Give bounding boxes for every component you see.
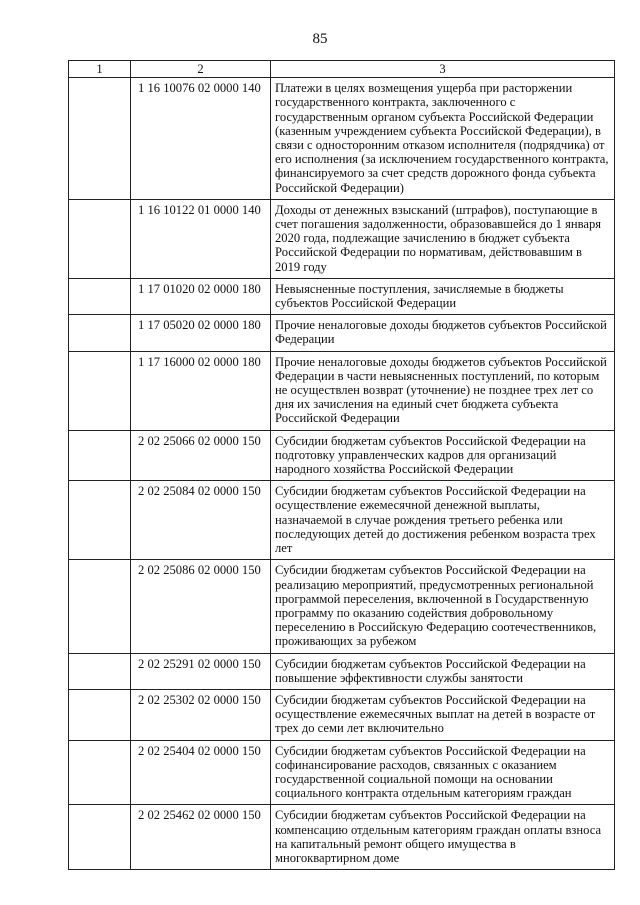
table-row bbox=[69, 481, 615, 560]
row-number-cell bbox=[69, 740, 131, 805]
row-number-cell bbox=[69, 199, 131, 278]
page-number: 85 bbox=[312, 31, 328, 47]
table-row bbox=[69, 351, 615, 430]
revenue-description-cell: Субсидии бюджетам субъектов Российской Федерации на подготовку управленческих кадров для организаций народного хозяйства Российской Федерации bbox=[271, 430, 615, 481]
table-row bbox=[69, 199, 615, 278]
revenue-code-cell: 2 02 25086 02 0000 150 bbox=[131, 560, 271, 653]
revenue-description-cell: Субсидии бюджетам субъектов Российской Федерации на осуществление ежемесячных выплат на детей в возрасте от трех до семи лет включительно bbox=[271, 689, 615, 740]
revenue-description-cell: Субсидии бюджетам субъектов Российской Федерации на повышение эффективности службы занятости bbox=[271, 653, 615, 689]
row-number-cell bbox=[69, 805, 131, 870]
revenue-code-cell: 1 17 05020 02 0000 180 bbox=[131, 315, 271, 351]
revenue-code-cell: 1 17 16000 02 0000 180 bbox=[131, 351, 271, 430]
row-number-cell bbox=[69, 315, 131, 351]
row-number-cell bbox=[69, 560, 131, 653]
revenue-description-cell: Субсидии бюджетам субъектов Российской Федерации на реализацию мероприятий, предусмотренных региональной программой переселения, включенной в Государственную программу по оказанию содействия добровольному переселению в Российскую Федерацию соотечественников, проживающих за рубежом bbox=[271, 560, 615, 653]
revenue-description-cell: Прочие неналоговые доходы бюджетов субъектов Российской Федерации в части невыясненных поступлений, по которым не осуществлен возврат (уточнение) не позднее трех лет со дня их зачисления на единый счет бюджета субъекта Российской Федерации bbox=[271, 351, 615, 430]
table-row bbox=[69, 689, 615, 740]
revenue-description-cell: Невыясненные поступления, зачисляемые в бюджеты субъектов Российской Федерации bbox=[271, 278, 615, 314]
revenue-code-cell: 1 16 10122 01 0000 140 bbox=[131, 199, 271, 278]
column-header-3: 3 bbox=[271, 61, 615, 78]
column-header-2: 2 bbox=[131, 61, 271, 78]
revenue-codes-table bbox=[68, 60, 615, 870]
revenue-code-cell: 2 02 25084 02 0000 150 bbox=[131, 481, 271, 560]
table-row bbox=[69, 278, 615, 314]
revenue-code-cell: 2 02 25066 02 0000 150 bbox=[131, 430, 271, 481]
revenue-code-cell: 2 02 25404 02 0000 150 bbox=[131, 740, 271, 805]
revenue-code-cell: 2 02 25302 02 0000 150 bbox=[131, 689, 271, 740]
revenue-description-cell: Прочие неналоговые доходы бюджетов субъектов Российской Федерации bbox=[271, 315, 615, 351]
row-number-cell bbox=[69, 653, 131, 689]
revenue-code-cell: 1 17 01020 02 0000 180 bbox=[131, 278, 271, 314]
table-row bbox=[69, 805, 615, 870]
table-row bbox=[69, 78, 615, 200]
row-number-cell bbox=[69, 430, 131, 481]
table-row bbox=[69, 560, 615, 653]
table-row bbox=[69, 740, 615, 805]
row-number-cell bbox=[69, 689, 131, 740]
revenue-description-cell: Платежи в целях возмещения ущерба при расторжении государственного контракта, заключенного с государственным органом субъекта Российской Федерации (казенным учреждением субъекта Российской Федерации), в связи с односторонним отказом исполнителя (подрядчика) от его исполнения (за исключением государственного контракта, финансируемого за счет средств дорожного фонда субъекта Российской Федерации) bbox=[271, 78, 615, 200]
revenue-code-cell: 2 02 25291 02 0000 150 bbox=[131, 653, 271, 689]
column-header-1: 1 bbox=[69, 61, 131, 78]
table-row bbox=[69, 653, 615, 689]
revenue-code-cell: 2 02 25462 02 0000 150 bbox=[131, 805, 271, 870]
table-row bbox=[69, 315, 615, 351]
revenue-code-cell: 1 16 10076 02 0000 140 bbox=[131, 78, 271, 200]
table-row bbox=[69, 430, 615, 481]
revenue-description-cell: Субсидии бюджетам субъектов Российской Федерации на осуществление ежемесячной денежной выплаты, назначаемой в случае рождения третьего ребенка или последующих детей до достижения ребенком возраста трех лет bbox=[271, 481, 615, 560]
row-number-cell bbox=[69, 278, 131, 314]
row-number-cell bbox=[69, 351, 131, 430]
row-number-cell bbox=[69, 78, 131, 200]
revenue-description-cell: Доходы от денежных взысканий (штрафов), поступающие в счет погашения задолженности, образовавшейся до 1 января 2020 года, подлежащие зачислению в бюджет субъекта Российской Федерации по нормативам, действовавшим в 2019 году bbox=[271, 199, 615, 278]
revenue-description-cell: Субсидии бюджетам субъектов Российской Федерации на софинансирование расходов, связанных с оказанием государственной социальной помощи на основании социального контракта отдельным категориям граждан bbox=[271, 740, 615, 805]
row-number-cell bbox=[69, 481, 131, 560]
revenue-description-cell: Субсидии бюджетам субъектов Российской Федерации на компенсацию отдельным категориям граждан оплаты взноса на капитальный ремонт общего имущества в многоквартирном доме bbox=[271, 805, 615, 870]
table-header-row bbox=[69, 61, 615, 78]
